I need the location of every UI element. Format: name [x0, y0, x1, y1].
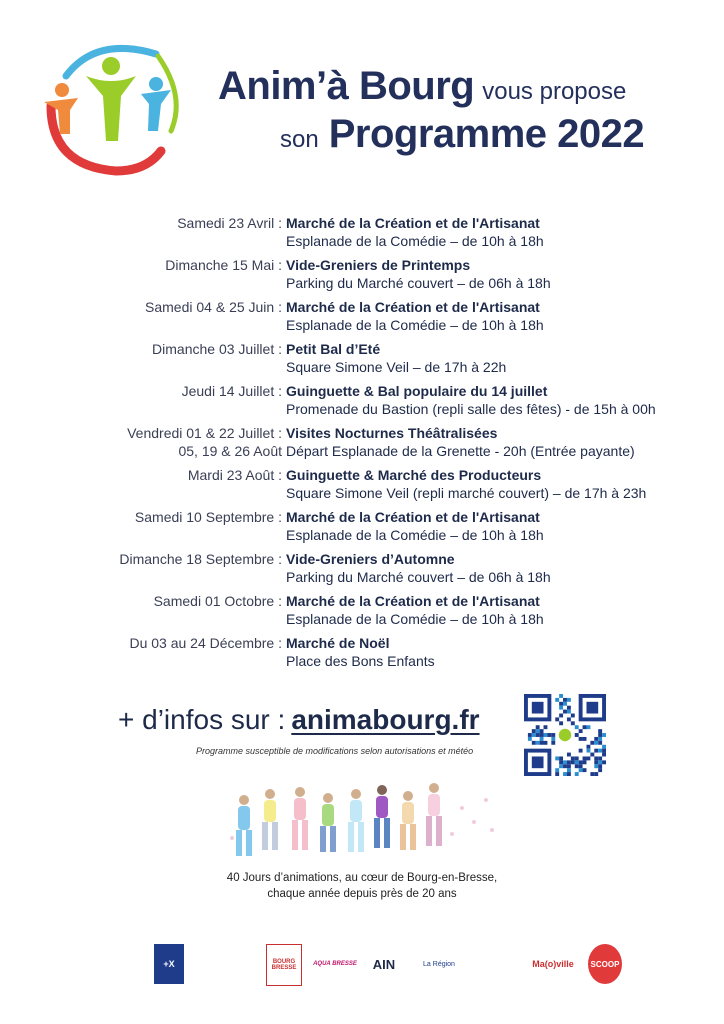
event-title: Marché de Noël	[286, 635, 390, 651]
event-info	[282, 382, 656, 418]
event-date: Dimanche 18 Septembre :	[119, 551, 282, 567]
event-date: Samedi 23 Avril :	[177, 215, 282, 231]
event-place: Square Simone Veil – de 17h à 22h	[286, 359, 507, 375]
anim-a-bourg-logo	[36, 36, 186, 176]
event-title: Guinguette & Marché des Producteurs	[286, 467, 542, 483]
event-place: Place des Bons Enfants	[286, 653, 435, 669]
disclaimer: Programme susceptible de modifications selon autorisations et météo	[196, 746, 474, 756]
event-date: Du 03 au 24 Décembre :	[129, 635, 282, 651]
event-row	[60, 424, 700, 460]
qr-code[interactable]	[524, 694, 606, 776]
event-title: Marché de la Création et de l'Artisanat	[286, 593, 540, 609]
sponsor-logo	[202, 944, 252, 984]
event-row	[60, 634, 700, 670]
event-title: Marché de la Création et de l'Artisanat	[286, 509, 540, 525]
event-title: Marché de la Création et de l'Artisanat	[286, 215, 540, 231]
tagline-line-1: 40 Jours d’animations, au cœur de Bourg-en-Bresse,	[226, 872, 498, 884]
event-row	[60, 214, 700, 250]
event-date: Dimanche 15 Mai :	[165, 257, 282, 273]
event-info	[282, 466, 646, 502]
event-row	[60, 550, 700, 586]
propose-text: vous propose	[482, 78, 627, 105]
event-info	[282, 256, 551, 292]
event-date: Mardi 23 Août :	[187, 467, 282, 483]
event-date: Samedi 04 & 25 Juin :	[145, 299, 282, 315]
tagline	[180, 870, 544, 902]
sponsor-logo: SCOOP	[588, 944, 622, 984]
event-title: Vide-Greniers d’Automne	[286, 551, 455, 567]
tagline-line-2: chaque année depuis près de 20 ans	[267, 888, 457, 900]
event-date: Vendredi 01 & 22 Juillet : 05, 19 & 26 Août	[127, 425, 282, 459]
title-line-1	[218, 64, 626, 109]
event-info	[282, 592, 544, 628]
more-info-line	[118, 704, 480, 736]
event-date: Samedi 10 Septembre :	[134, 509, 282, 525]
brand-name: Anim’à Bourg	[218, 64, 475, 108]
event-place: Promenade du Bastion (repli salle des fêtes) - de 15h à 00h	[286, 401, 656, 417]
more-info-prefix: + d’infos sur :	[118, 704, 286, 735]
programme-title: Programme 2022	[328, 112, 645, 156]
event-place: Esplanade de la Comédie – de 10h à 18h	[286, 611, 544, 627]
event-title: Visites Nocturnes Théâtralisées	[286, 425, 498, 441]
event-place: Square Simone Veil (repli marché couvert) – de 17h à 23h	[286, 485, 647, 501]
event-place: Parking du Marché couvert – de 06h à 18h	[286, 275, 551, 291]
event-schedule	[60, 214, 700, 676]
event-info	[282, 634, 435, 670]
event-row	[60, 340, 700, 376]
event-info	[282, 298, 544, 334]
event-place: Esplanade de la Comédie – de 10h à 18h	[286, 527, 544, 543]
sponsor-logo	[102, 944, 138, 984]
event-title: Petit Bal d’Eté	[286, 341, 381, 357]
sponsor-logo	[638, 944, 688, 984]
event-place: Esplanade de la Comédie – de 10h à 18h	[286, 233, 544, 249]
event-row	[60, 592, 700, 628]
event-date: Samedi 01 Octobre :	[153, 593, 282, 609]
website-link[interactable]: animabourg.fr	[291, 704, 480, 735]
event-date: Jeudi 14 Juillet :	[181, 383, 282, 399]
sponsor-logos	[44, 944, 694, 984]
title-line-2	[280, 112, 644, 157]
event-row	[60, 298, 700, 334]
sponsor-logo: AIN	[372, 956, 396, 972]
event-place: Esplanade de la Comédie – de 10h à 18h	[286, 317, 544, 333]
event-info	[282, 424, 635, 460]
sponsor-logo: +X	[154, 944, 184, 984]
event-place: Parking du Marché couvert – de 06h à 18h	[286, 569, 551, 585]
sponsor-logo: Ma(o)ville	[532, 959, 574, 969]
dancers-illustration	[222, 778, 512, 863]
event-info	[282, 340, 506, 376]
sponsor-logo: BOURG BRESSE	[266, 944, 302, 986]
event-place: Départ Esplanade de la Grenette - 20h (Entrée payante)	[286, 443, 635, 459]
event-info	[282, 508, 544, 544]
event-info	[282, 550, 551, 586]
event-row	[60, 256, 700, 292]
event-date: Dimanche 03 Juillet :	[152, 341, 282, 357]
event-row	[60, 382, 700, 418]
event-title: Vide-Greniers de Printemps	[286, 257, 471, 273]
event-info	[282, 214, 544, 250]
sponsor-logo: La Région	[423, 960, 455, 968]
son-text: son	[280, 126, 319, 153]
sponsor-logo	[44, 944, 84, 984]
event-title: Marché de la Création et de l'Artisanat	[286, 299, 540, 315]
sponsor-logo	[474, 944, 520, 984]
event-row	[60, 466, 700, 502]
event-row	[60, 508, 700, 544]
event-title: Guinguette & Bal populaire du 14 juillet	[286, 383, 548, 399]
sponsor-logo: AQUA BRESSE	[313, 961, 357, 967]
